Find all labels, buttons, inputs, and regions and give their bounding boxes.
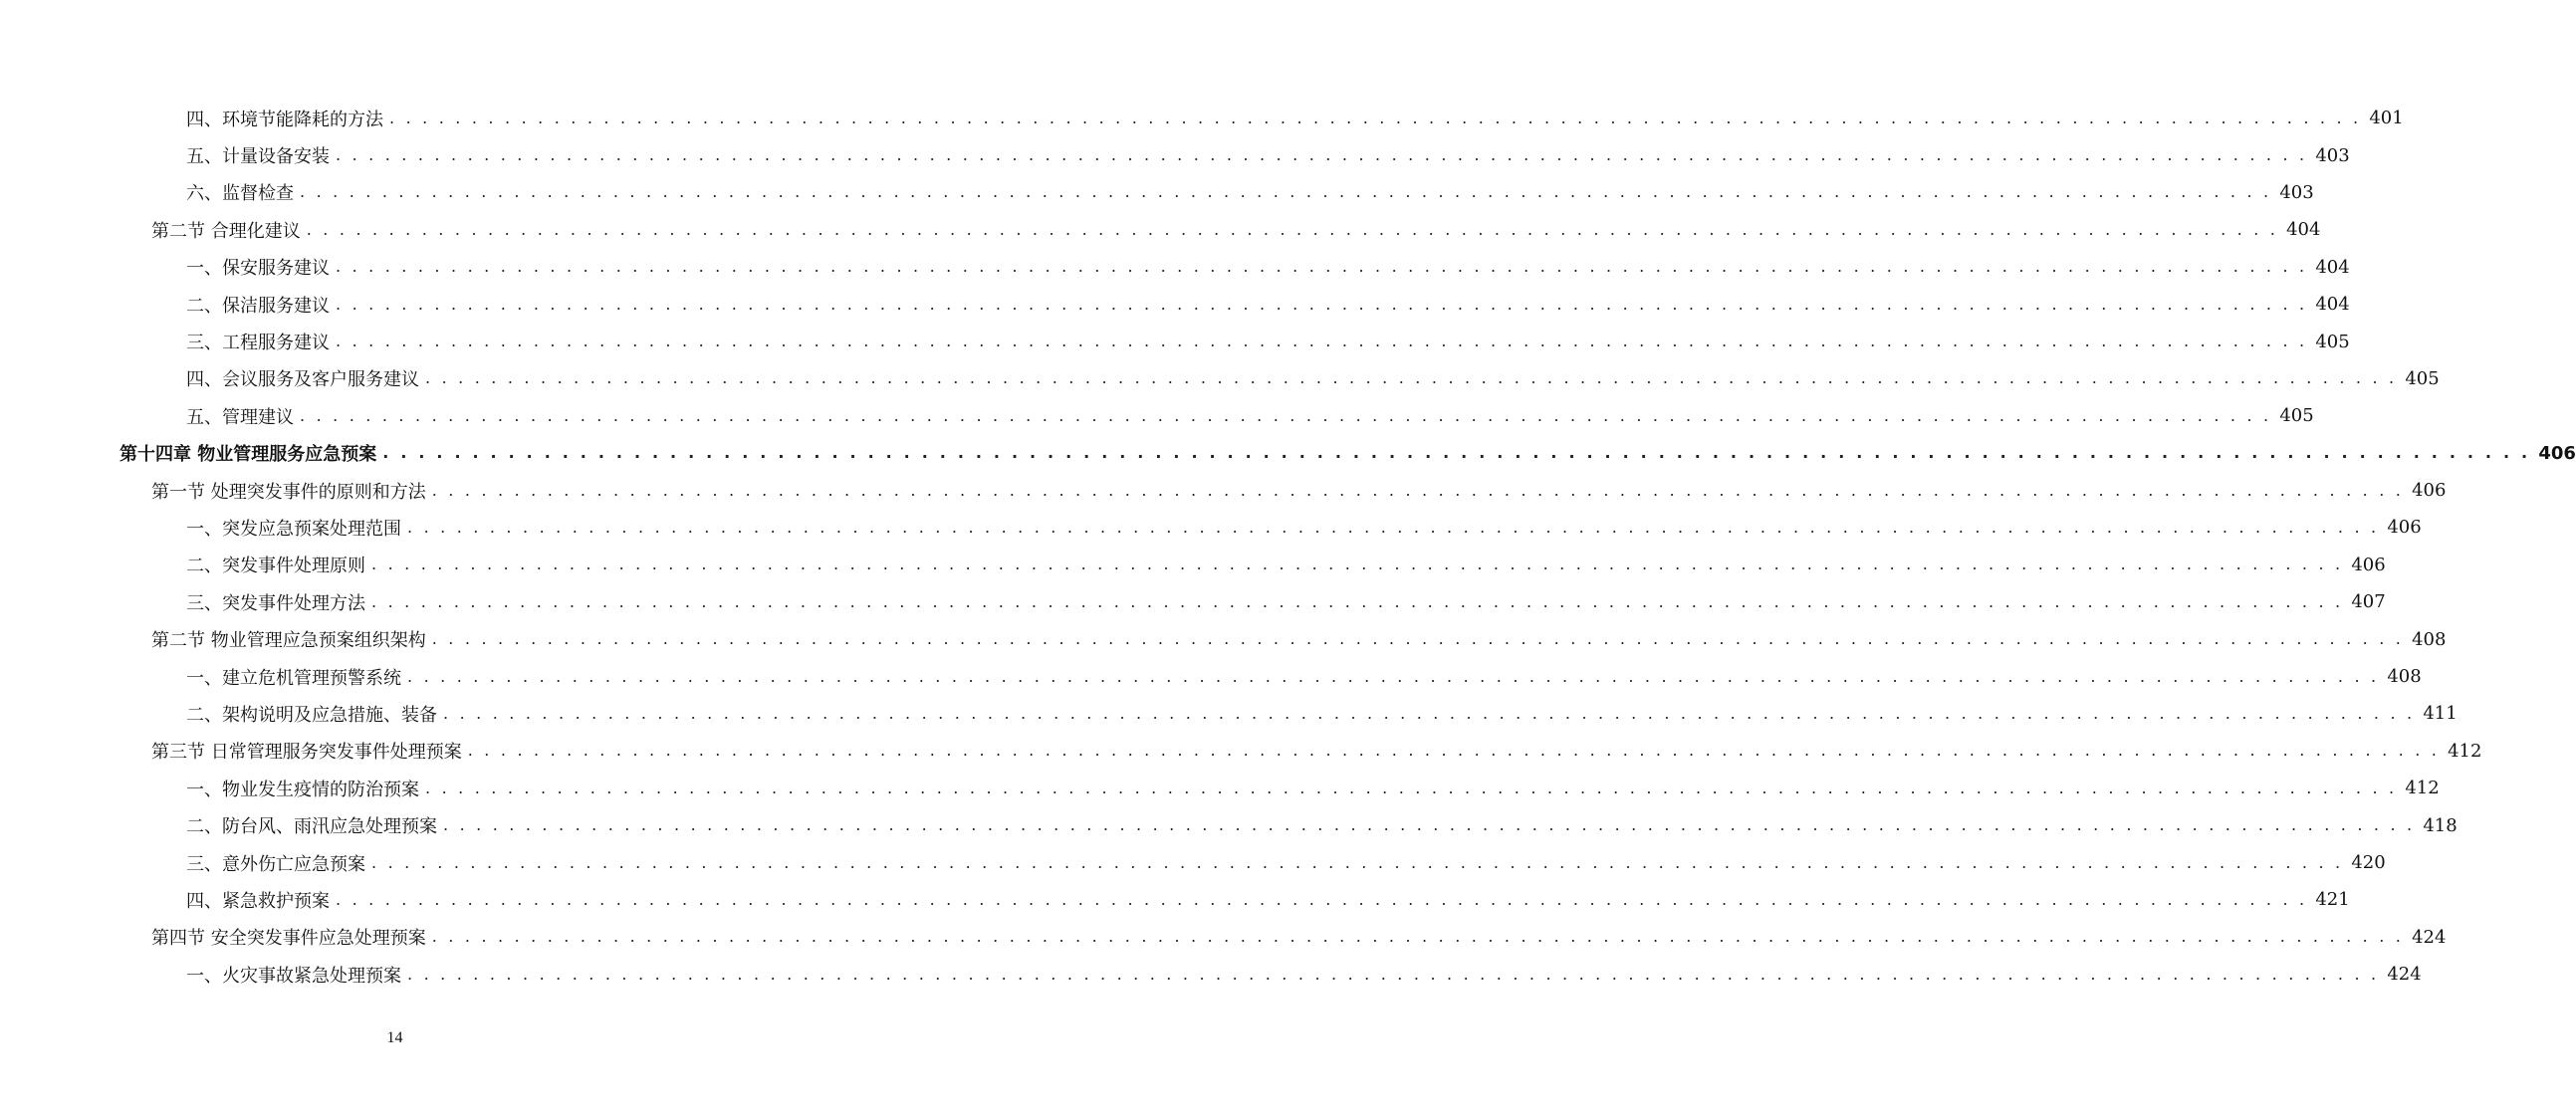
dot-leader: . . . . . . . . . . . . . . . . . . . . . . . . . . . . . . . . . . . . . . . . . . . . . . . . . . . . . . . . . . . . . . . . . . . . . . . . . . . . . . . . . . . . . . . . . . . . . . . . . . . . . . . . . . . . . . . . . . . . . . . .	[443, 815, 2416, 835]
dot-leader: . . . . . . . . . . . . . . . . . . . . . . . . . . . . . . . . . . . . . . . . . . . . . . . . . . . . . . . . . . . . . . . . . . . . . . . . . . . . . . . . . . . . . . . . . . . . . . . . . . . . . . . . . . . . . . . . . . . . . . . .	[336, 145, 2308, 165]
dot-leader: . . . . . . . . . . . . . . . . . . . . . . . . . . . . . . . . . . . . . . . . . . . . . . . . . . . . . . . . . . . . . . . . . . . . . . . . . . . . . . . . . . . . . . . . . . . . . . . . . . . . . . . . . . . . . . . . . . . . . . . .	[336, 332, 2308, 351]
dot-leader: . . . . . . . . . . . . . . . . . . . . . . . . . . . . . . . . . . . . . . . . . . . . . . . . . . . . . . . . . . . . . . . . . . . . . . . . . . . . . . . . . . . . . . . . . . . . . . . . . . . . . . . . . . . . . . . . . . . . . . . .	[431, 629, 2405, 649]
dot-leader: . . . . . . . . . . . . . . . . . . . . . . . . . . . . . . . . . . . . . . . . . . . . . . . . . . . . . . . . . . . . . . . . . . . . . . . . . . . . . . . . . . . . . . . . . . . . . . . . . . . . . . . . . . . . . . . . . . . . . . . .	[382, 443, 2531, 463]
toc-entry-page-number: 407	[2351, 591, 2386, 613]
toc-entry-page-number: 406	[2412, 480, 2447, 502]
toc-entry-title: 第二节 合理化建议	[151, 217, 307, 243]
dot-leader: . . . . . . . . . . . . . . . . . . . . . . . . . . . . . . . . . . . . . . . . . . . . . . . . . . . . . . . . . . . . . . . . . . . . . . . . . . . . . . . . . . . . . . . . . . . . . . . . . . . . . . . . . . . . . . . . . . . . . . . .	[336, 889, 2308, 909]
toc-entry-title: 一、突发应急预案处理范围	[186, 515, 407, 541]
toc-entry-item[interactable]	[0, 695, 2458, 732]
dot-leader: . . . . . . . . . . . . . . . . . . . . . . . . . . . . . . . . . . . . . . . . . . . . . . . . . . . . . . . . . . . . . . . . . . . . . . . . . . . . . . . . . . . . . . . . . . . . . . . . . . . . . . . . . . . . . . . . . . . . . . . .	[467, 741, 2441, 761]
page-number: 14	[386, 1029, 403, 1046]
toc-entry-title: 第十四章 物业管理服务应急预案	[119, 440, 382, 466]
toc-entry-item[interactable]	[0, 881, 2350, 918]
toc-entry-item[interactable]	[0, 249, 2350, 286]
toc-entry-item[interactable]	[0, 286, 2350, 323]
toc-entry-item[interactable]	[0, 360, 2440, 397]
toc-entry-page-number: 412	[2405, 778, 2440, 799]
dot-leader: . . . . . . . . . . . . . . . . . . . . . . . . . . . . . . . . . . . . . . . . . . . . . . . . . . . . . . . . . . . . . . . . . . . . . . . . . . . . . . . . . . . . . . . . . . . . . . . . . . . . . . . . . . . . . . . . . . . . . . . .	[443, 703, 2416, 723]
toc-entry-item[interactable]	[0, 658, 2422, 695]
toc-entry-title: 四、紧急救护预案	[186, 887, 336, 913]
toc-entry-item[interactable]	[0, 100, 2404, 136]
toc-entry-page-number: 408	[2387, 666, 2422, 688]
toc-entry-page-number: 401	[2369, 108, 2404, 129]
toc-entry-section[interactable]	[0, 620, 2447, 657]
toc-entry-title: 第二节 物业管理应急预案组织架构	[151, 626, 432, 652]
toc-entry-title: 四、环境节能降耗的方法	[186, 106, 389, 131]
toc-entry-title: 四、会议服务及客户服务建议	[186, 365, 425, 391]
toc-entry-item[interactable]	[0, 547, 2386, 583]
toc-entry-section[interactable]	[0, 472, 2447, 509]
toc-entry-page-number: 406	[2351, 554, 2386, 575]
toc-entry-title: 第四节 安全突发事件应急处理预案	[151, 924, 432, 950]
toc-entry-page-number: 412	[2448, 740, 2482, 762]
toc-entry-title: 五、管理建议	[186, 403, 300, 429]
toc-entry-item[interactable]	[0, 323, 2350, 359]
toc-entry-item[interactable]	[0, 956, 2422, 993]
toc-entry-page-number: 404	[2286, 219, 2321, 241]
dot-leader: . . . . . . . . . . . . . . . . . . . . . . . . . . . . . . . . . . . . . . . . . . . . . . . . . . . . . . . . . . . . . . . . . . . . . . . . . . . . . . . . . . . . . . . . . . . . . . . . . . . . . . . . . . . . . . . . . . . . . . . .	[300, 182, 2272, 202]
dot-leader: . . . . . . . . . . . . . . . . . . . . . . . . . . . . . . . . . . . . . . . . . . . . . . . . . . . . . . . . . . . . . . . . . . . . . . . . . . . . . . . . . . . . . . . . . . . . . . . . . . . . . . . . . . . . . . . . . . . . . . . .	[425, 368, 2398, 388]
dot-leader: . . . . . . . . . . . . . . . . . . . . . . . . . . . . . . . . . . . . . . . . . . . . . . . . . . . . . . . . . . . . . . . . . . . . . . . . . . . . . . . . . . . . . . . . . . . . . . . . . . . . . . . . . . . . . . . . . . . . . . . .	[431, 927, 2405, 947]
toc-entry-page-number: 405	[2279, 405, 2314, 427]
dot-leader: . . . . . . . . . . . . . . . . . . . . . . . . . . . . . . . . . . . . . . . . . . . . . . . . . . . . . . . . . . . . . . . . . . . . . . . . . . . . . . . . . . . . . . . . . . . . . . . . . . . . . . . . . . . . . . . . . . . . . . . .	[407, 964, 2380, 984]
toc-entry-title: 一、保安服务建议	[186, 254, 336, 280]
toc-entry-page-number: 420	[2351, 852, 2386, 873]
toc-entry-title: 一、物业发生疫情的防治预案	[186, 776, 425, 801]
dot-leader: . . . . . . . . . . . . . . . . . . . . . . . . . . . . . . . . . . . . . . . . . . . . . . . . . . . . . . . . . . . . . . . . . . . . . . . . . . . . . . . . . . . . . . . . . . . . . . . . . . . . . . . . . . . . . . . . . . . . . . . .	[407, 666, 2380, 686]
toc-entry-page-number: 424	[2412, 926, 2447, 948]
toc-entry-page-number: 403	[2315, 144, 2350, 166]
toc-entry-title: 二、保洁服务建议	[186, 292, 336, 318]
toc-entry-page-number: 403	[2279, 181, 2314, 203]
dot-leader: . . . . . . . . . . . . . . . . . . . . . . . . . . . . . . . . . . . . . . . . . . . . . . . . . . . . . . . . . . . . . . . . . . . . . . . . . . . . . . . . . . . . . . . . . . . . . . . . . . . . . . . . . . . . . . . . . . . . . . . .	[371, 852, 2344, 872]
toc-entry-item[interactable]	[0, 174, 2314, 211]
dot-leader: . . . . . . . . . . . . . . . . . . . . . . . . . . . . . . . . . . . . . . . . . . . . . . . . . . . . . . . . . . . . . . . . . . . . . . . . . . . . . . . . . . . . . . . . . . . . . . . . . . . . . . . . . . . . . . . . . . . . . . . .	[336, 257, 2308, 277]
toc-entry-title: 三、意外伤亡应急预案	[186, 850, 371, 876]
toc-entry-page-number: 406	[2387, 517, 2422, 539]
toc-entry-item[interactable]	[0, 136, 2350, 173]
toc-entry-title: 第三节 日常管理服务突发事件处理预案	[151, 738, 468, 764]
dot-leader: . . . . . . . . . . . . . . . . . . . . . . . . . . . . . . . . . . . . . . . . . . . . . . . . . . . . . . . . . . . . . . . . . . . . . . . . . . . . . . . . . . . . . . . . . . . . . . . . . . . . . . . . . . . . . . . . . . . . . . . .	[371, 555, 2344, 574]
toc-entry-page-number: 424	[2387, 964, 2422, 986]
toc-entry-page-number: 404	[2315, 294, 2350, 316]
toc-entry-title: 一、火灾事故紧急处理预案	[186, 962, 407, 988]
dot-leader: . . . . . . . . . . . . . . . . . . . . . . . . . . . . . . . . . . . . . . . . . . . . . . . . . . . . . . . . . . . . . . . . . . . . . . . . . . . . . . . . . . . . . . . . . . . . . . . . . . . . . . . . . . . . . . . . . . . . . . . .	[407, 517, 2380, 537]
toc-entry-title: 第一节 处理突发事件的原则和方法	[151, 478, 432, 504]
toc-entry-title: 二、防台风、雨汛应急处理预案	[186, 812, 443, 838]
toc-entry-page-number: 405	[2405, 367, 2440, 389]
toc-entry-item[interactable]	[0, 509, 2422, 546]
toc-entry-title: 一、建立危机管理预警系统	[186, 664, 407, 690]
toc-entry-item[interactable]	[0, 583, 2386, 620]
dot-leader: . . . . . . . . . . . . . . . . . . . . . . . . . . . . . . . . . . . . . . . . . . . . . . . . . . . . . . . . . . . . . . . . . . . . . . . . . . . . . . . . . . . . . . . . . . . . . . . . . . . . . . . . . . . . . . . . . . . . . . . .	[431, 480, 2405, 500]
toc-entry-section[interactable]	[0, 919, 2447, 956]
toc-entry-page-number: 406	[2538, 442, 2576, 464]
toc-entry-page-number: 405	[2315, 331, 2350, 352]
toc-entry-title: 五、计量设备安装	[186, 142, 336, 168]
toc-entry-chapter[interactable]	[0, 435, 2576, 472]
toc-entry-page-number: 421	[2315, 889, 2350, 911]
toc-entry-item[interactable]	[0, 397, 2314, 434]
dot-leader: . . . . . . . . . . . . . . . . . . . . . . . . . . . . . . . . . . . . . . . . . . . . . . . . . . . . . . . . . . . . . . . . . . . . . . . . . . . . . . . . . . . . . . . . . . . . . . . . . . . . . . . . . . . . . . . . . . . . . . . .	[371, 591, 2344, 611]
toc-entry-page-number: 408	[2412, 628, 2447, 650]
toc-entry-page-number: 418	[2423, 814, 2458, 836]
dot-leader: . . . . . . . . . . . . . . . . . . . . . . . . . . . . . . . . . . . . . . . . . . . . . . . . . . . . . . . . . . . . . . . . . . . . . . . . . . . . . . . . . . . . . . . . . . . . . . . . . . . . . . . . . . . . . . . . . . . . . . . .	[389, 108, 2362, 127]
dot-leader: . . . . . . . . . . . . . . . . . . . . . . . . . . . . . . . . . . . . . . . . . . . . . . . . . . . . . . . . . . . . . . . . . . . . . . . . . . . . . . . . . . . . . . . . . . . . . . . . . . . . . . . . . . . . . . . . . . . . . . . .	[300, 405, 2272, 425]
toc-entry-page-number: 404	[2315, 256, 2350, 278]
dot-leader: . . . . . . . . . . . . . . . . . . . . . . . . . . . . . . . . . . . . . . . . . . . . . . . . . . . . . . . . . . . . . . . . . . . . . . . . . . . . . . . . . . . . . . . . . . . . . . . . . . . . . . . . . . . . . . . . . . . . . . . .	[306, 219, 2279, 239]
toc-entry-item[interactable]	[0, 770, 2440, 806]
toc-entry-title: 三、工程服务建议	[186, 329, 336, 354]
dot-leader: . . . . . . . . . . . . . . . . . . . . . . . . . . . . . . . . . . . . . . . . . . . . . . . . . . . . . . . . . . . . . . . . . . . . . . . . . . . . . . . . . . . . . . . . . . . . . . . . . . . . . . . . . . . . . . . . . . . . . . . .	[336, 294, 2308, 314]
toc-entry-title: 三、突发事件处理方法	[186, 589, 371, 615]
toc-entry-item[interactable]	[0, 844, 2386, 881]
toc-entry-title: 二、架构说明及应急措施、装备	[186, 701, 443, 727]
dot-leader: . . . . . . . . . . . . . . . . . . . . . . . . . . . . . . . . . . . . . . . . . . . . . . . . . . . . . . . . . . . . . . . . . . . . . . . . . . . . . . . . . . . . . . . . . . . . . . . . . . . . . . . . . . . . . . . . . . . . . . . .	[425, 778, 2398, 797]
toc-entry-section[interactable]	[0, 211, 2321, 248]
toc-entry-page-number: 411	[2423, 703, 2458, 725]
table-of-contents	[0, 100, 2576, 993]
toc-entry-title: 六、监督检查	[186, 179, 300, 205]
toc-entry-item[interactable]	[0, 806, 2458, 843]
toc-entry-section[interactable]	[0, 733, 2482, 770]
toc-entry-title: 二、突发事件处理原则	[186, 552, 371, 577]
